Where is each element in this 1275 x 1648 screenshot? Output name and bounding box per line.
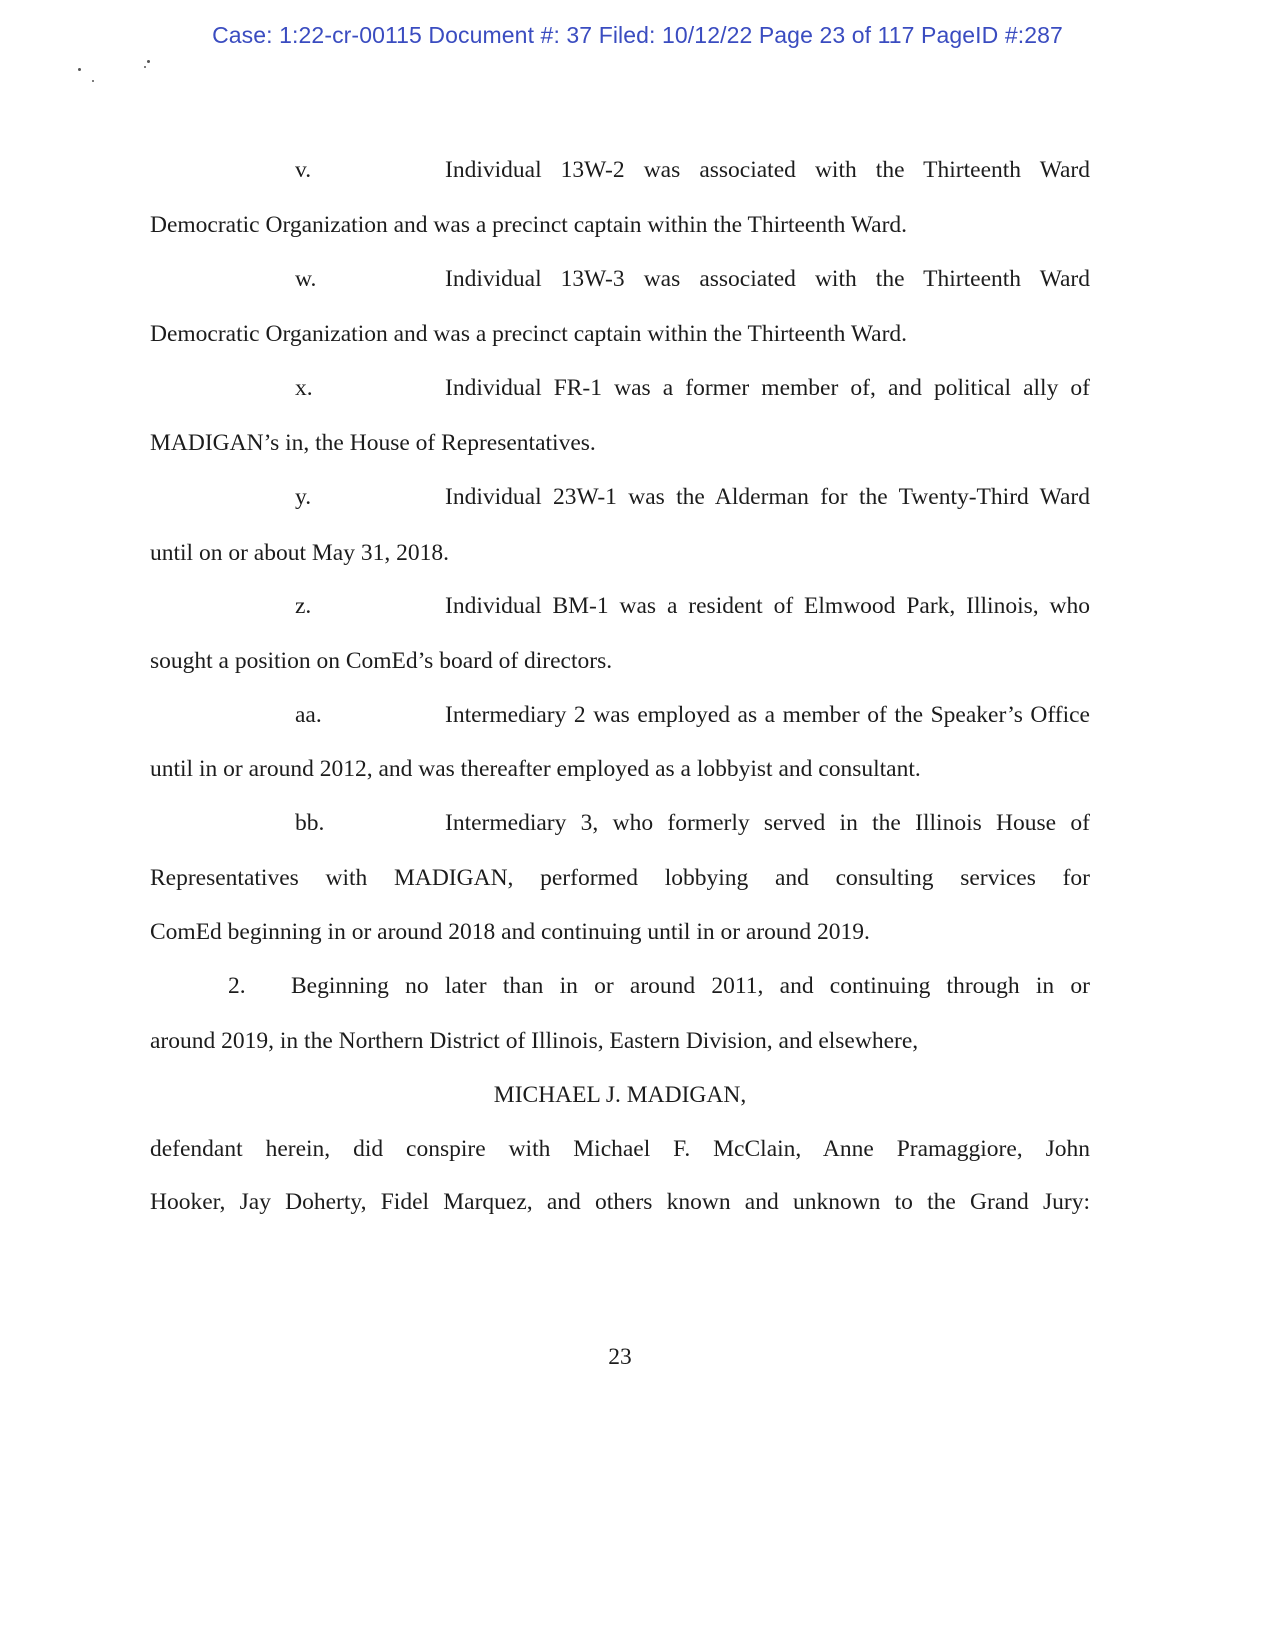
subparagraph-bb-first-line	[150, 808, 1090, 838]
subparagraph-x-continuation: MADIGAN’s in, the House of Representatives.	[150, 430, 596, 456]
subparagraph-text: Individual 13W-3 was associated with the Thirteenth Ward	[445, 266, 1090, 292]
case-header-stamp: Case: 1:22-cr-00115 Document #: 37 Filed: 10/12/22 Page 23 of 117 PageID #:287	[212, 22, 1063, 48]
subparagraph-text: Individual FR-1 was a former member of, and political ally of	[445, 375, 1090, 401]
subparagraph-label: z.	[295, 593, 312, 619]
subparagraph-text: Individual BM-1 was a resident of Elmwood Park, Illinois, who	[445, 593, 1090, 619]
defendant-name: MICHAEL J. MADIGAN,	[493, 1082, 747, 1108]
subparagraph-bb-continuation-1: Representatives with MADIGAN, performed lobbying and consulting services for	[150, 865, 1090, 891]
subparagraph-aa-continuation: until in or around 2012, and was thereafter employed as a lobbyist and consultant.	[150, 756, 921, 782]
scan-specks	[70, 50, 210, 90]
subparagraph-w-first-line	[150, 264, 1090, 294]
subparagraph-bb-continuation-2: ComEd beginning in or around 2018 and continuing until in or around 2019.	[150, 919, 870, 945]
subparagraph-label: x.	[295, 375, 313, 401]
subparagraph-label: w.	[295, 266, 317, 292]
subparagraph-y-first-line	[150, 482, 1090, 512]
subparagraph-v-continuation: Democratic Organization and was a precinct captain within the Thirteenth Ward.	[150, 212, 908, 238]
subparagraph-label: bb.	[295, 810, 325, 836]
subparagraph-w-continuation: Democratic Organization and was a precinct captain within the Thirteenth Ward.	[150, 321, 908, 347]
subparagraph-text: Intermediary 3, who formerly served in the Illinois House of	[445, 810, 1090, 836]
subparagraph-text: Intermediary 2 was employed as a member of the Speaker’s Office	[445, 702, 1090, 728]
page-number: 23	[608, 1344, 632, 1370]
subparagraph-label: v.	[295, 157, 312, 183]
subparagraph-text: Individual 23W-1 was the Alderman for the Twenty-Third Ward	[445, 484, 1090, 510]
closing-line-1: defendant herein, did conspire with Michael F. McClain, Anne Pramaggiore, John	[150, 1136, 1090, 1162]
subparagraph-z-continuation: sought a position on ComEd’s board of directors.	[150, 648, 613, 674]
paragraph-text: Beginning no later than in or around 2011, and continuing through in or	[291, 973, 1090, 999]
subparagraph-z-first-line	[150, 591, 1090, 621]
closing-line-2: Hooker, Jay Doherty, Fidel Marquez, and others known and unknown to the Grand Jury:	[150, 1189, 1090, 1215]
paragraph-2-second-line: around 2019, in the Northern District of Illinois, Eastern Division, and elsewhere,	[150, 1028, 919, 1054]
subparagraph-aa-first-line	[150, 700, 1090, 730]
subparagraph-label: y.	[295, 484, 312, 510]
paragraph-label: 2.	[228, 973, 246, 999]
paragraph-2-first-line	[150, 971, 1090, 1001]
subparagraph-x-first-line	[150, 373, 1090, 403]
subparagraph-v-first-line	[150, 155, 1090, 185]
subparagraph-label: aa.	[295, 702, 322, 728]
subparagraph-y-continuation: until on or about May 31, 2018.	[150, 540, 449, 566]
subparagraph-text: Individual 13W-2 was associated with the Thirteenth Ward	[445, 157, 1090, 183]
